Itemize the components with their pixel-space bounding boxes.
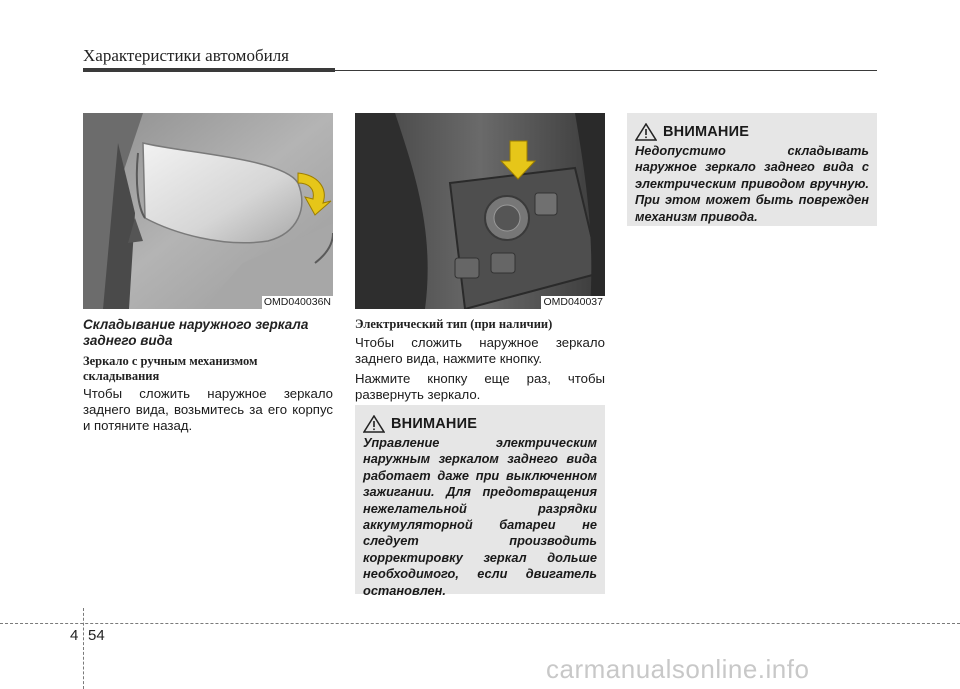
mirror-illustration [83, 113, 333, 309]
image-code-mirror: OMD040036N [263, 296, 331, 308]
section-heading: Складывание наружного зеркала заднего вида [83, 317, 309, 348]
manual-folding-text: Чтобы сложить наружное зеркало заднего вида, возьмитесь за его корпус и потяните назад. [83, 386, 333, 433]
warning-text: Недопустимо складывать наружное зеркало заднего вида с электрическим приводом вручную. При этом может быть поврежден механизм привода. [635, 143, 869, 224]
warning-title: ВНИМАНИЕ [663, 124, 750, 140]
warning-box-manual-fold [627, 113, 877, 226]
warning-header [635, 123, 869, 141]
page-number: 54 [88, 627, 105, 644]
watermark: carmanualsonline.info [546, 654, 810, 684]
header-rule [83, 68, 335, 72]
middle-column [355, 317, 605, 405]
chapter-number: 4 [70, 627, 79, 644]
warning-box-battery [355, 405, 605, 598]
electric-type-text-2: Нажмите кнопку еще раз, чтобы развернуть зеркало. [355, 371, 605, 402]
warning-title: ВНИМАНИЕ [391, 416, 478, 432]
page-section-title: Характеристики автомобиля [83, 46, 289, 65]
switch-panel-illustration [355, 113, 605, 309]
left-column [83, 317, 333, 436]
electric-type-text-1: Чтобы сложить наружное зеркало заднего вида, нажмите кнопку. [355, 335, 605, 366]
footer-divider [83, 608, 84, 689]
warning-triangle-icon [635, 123, 657, 141]
header-rule-thin [335, 70, 877, 71]
warning-text: Управление электрическим наружным зеркалом заднего вида работает даже при выключенном зажигании. Для предотвращения нежелательной разрядки аккумуляторной батареи не следует производить корректировку зеркал дольше необходимого, если двигатель остановлен. [363, 435, 597, 598]
electric-type-heading: Электрический тип (при наличии) [355, 317, 553, 331]
footer-rule [0, 623, 960, 624]
warning-header [363, 415, 597, 433]
warning-triangle-icon [363, 415, 385, 433]
mirror-photo [83, 113, 333, 309]
manual-folding-heading: Зеркало с ручным механизмом складывания [83, 354, 258, 383]
image-code-switch: OMD040037 [543, 296, 603, 308]
switch-photo [355, 113, 605, 309]
